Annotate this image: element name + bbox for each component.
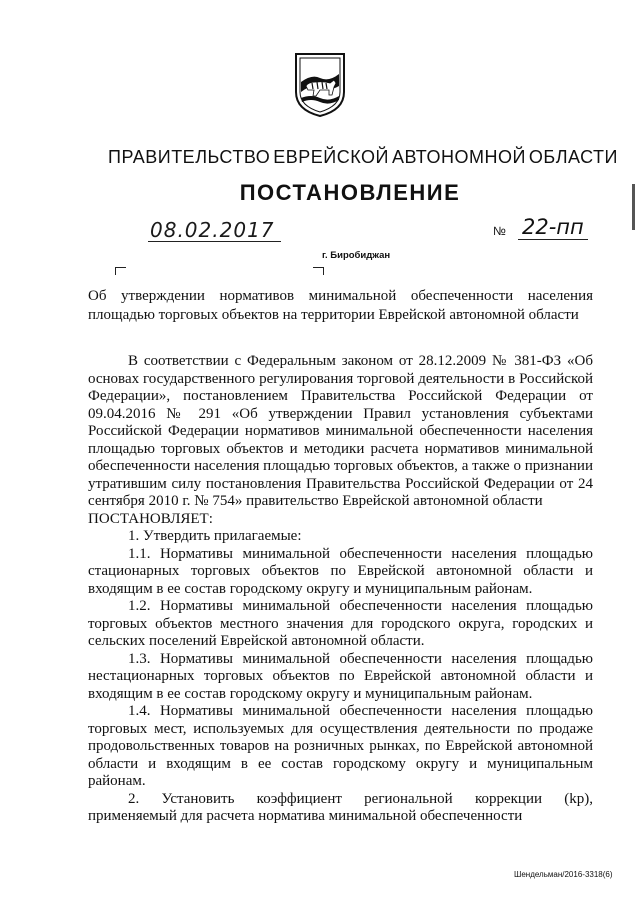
item-1: 1. Утвердить прилагаемые: <box>128 528 302 544</box>
document-date: 08.02.2017 <box>148 219 281 242</box>
document-number-prefix: № <box>493 224 506 238</box>
preamble-paragraph: В соответствии с Федеральным законом от 28.12.2009 № 381-ФЗ «Об основах государственного регулирования торговой деятельности в Российской Федерации», постановлением Правительства Российской Федерации от 09.04.2016 № 291 «Об утверждении Правил установления субъектами Российской Федерации нормативов минимальной обеспеченности населения площадью торговых объектов и методики расчета нормативов минимальной обеспеченности населения площадью торговых объектов, а также о признании утратившим силу постановления Правительства Российской Федерации от 24 сентября 2010 г. № 754» правительство Еврейской автономной области <box>88 353 593 509</box>
government-name <box>108 147 618 168</box>
government-name-word: ОБЛАСТИ <box>528 147 618 167</box>
title-bracket-left <box>115 267 126 275</box>
footer-code: Шендельман/2016-3318(6) <box>514 870 613 879</box>
government-name-word: ПРАВИТЕЛЬСТВО <box>108 147 271 167</box>
document-city: г. Биробиджан <box>322 250 391 261</box>
document-number: 22-пп <box>518 215 588 240</box>
government-name-word: АВТОНОМНОЙ <box>391 147 526 167</box>
coat-of-arms-tiger-icon <box>294 52 346 118</box>
coat-of-arms-emblem <box>294 52 346 118</box>
title-bracket-right <box>313 267 324 275</box>
item-2: 2. Установить коэффициент региональной коррекции (kр), применяемый для расчета норматива минимальной обеспеченности <box>88 790 593 824</box>
government-name-word: ЕВРЕЙСКОЙ <box>273 147 389 167</box>
scan-edge-mark <box>632 184 635 230</box>
document-title: Об утверждении нормативов минимальной обеспеченности населения площадью торговых объектов на территории Еврейской автономной области <box>88 288 593 323</box>
item-1-4: 1.4. Нормативы минимальной обеспеченности населения площадью торговых мест, используемых для осуществления деятельности по продаже продовольственных товаров на розничных рынках, по Еврейской автономной области и входящим в ее состав городскому округу и муниципальным районам. <box>88 703 593 789</box>
item-1-3: 1.3. Нормативы минимальной обеспеченности населения площадью нестационарных торговых объектов по Еврейской автономной области и входящим в ее состав городскому округу и муниципальным районам. <box>88 650 593 702</box>
item-1-2: 1.2. Нормативы минимальной обеспеченности населения площадью торговых объектов местного значения для городского округа, городских и сельских поселений Еврейской автономной области. <box>88 598 593 649</box>
document-type-heading: ПОСТАНОВЛЕНИЕ <box>239 180 461 205</box>
document-body <box>88 353 593 826</box>
item-1-1: 1.1. Нормативы минимальной обеспеченности населения площадью стационарных торговых объектов по Еврейской автономной области и входящим в ее состав городскому округу и муниципальным районам. <box>88 545 593 597</box>
resolves-line: ПОСТАНОВЛЯЕТ: <box>88 510 213 527</box>
